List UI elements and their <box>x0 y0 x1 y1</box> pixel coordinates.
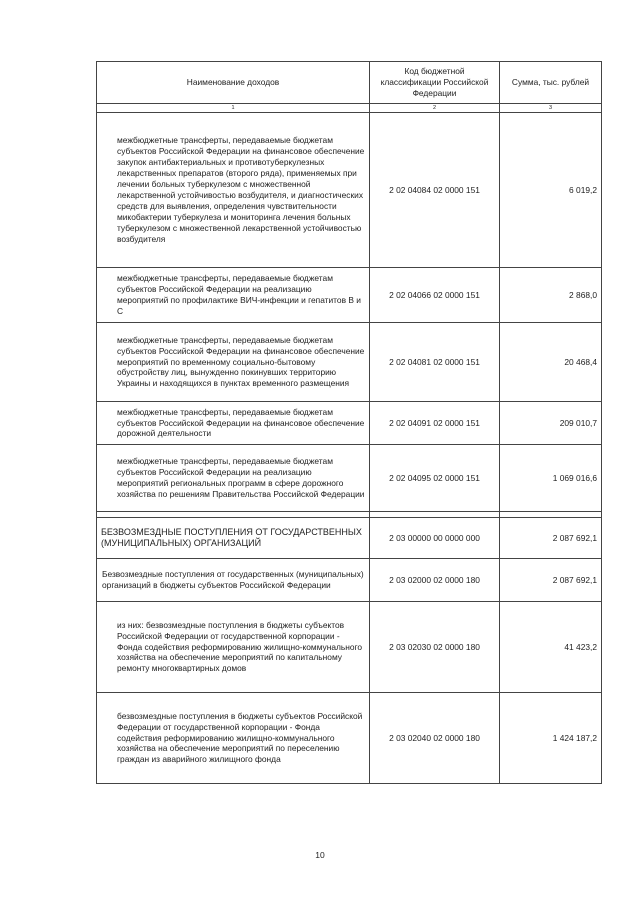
table-row <box>97 268 602 323</box>
table-row <box>97 402 602 445</box>
row-code: 2 03 00000 00 0000 000 <box>370 518 500 559</box>
row-name: межбюджетные трансферты, передаваемые бюджетам субъектов Российской Федерации на реализацию мероприятий по профилактике ВИЧ-инфекции и гепатитов В и С <box>97 268 370 323</box>
row-sum: 209 010,7 <box>500 402 602 445</box>
row-code: 2 02 04084 02 0000 151 <box>370 113 500 268</box>
row-code: 2 03 02040 02 0000 180 <box>370 693 500 784</box>
row-name: межбюджетные трансферты, передаваемые бюджетам субъектов Российской Федерации на реализацию мероприятий региональных программ в сфере дорожного хозяйства по решениям Правительства Российской Федерации <box>97 445 370 512</box>
row-name: Безвозмездные поступления от государственных (муниципальных) организаций в бюджеты субъектов Российской Федерации <box>97 559 370 602</box>
header-sum: Сумма, тыс. рублей <box>500 62 602 104</box>
row-sum: 1 424 187,2 <box>500 693 602 784</box>
row-code: 2 03 02000 02 0000 180 <box>370 559 500 602</box>
row-code: 2 02 04095 02 0000 151 <box>370 445 500 512</box>
header-name: Наименование доходов <box>97 62 370 104</box>
row-sum: 41 423,2 <box>500 602 602 693</box>
table-row <box>97 693 602 784</box>
row-name: межбюджетные трансферты, передаваемые бюджетам субъектов Российской Федерации на финансовое обеспечение дорожной деятельности <box>97 402 370 445</box>
row-sum: 2 087 692,1 <box>500 559 602 602</box>
col-number-3: 3 <box>500 104 602 113</box>
row-name: межбюджетные трансферты, передаваемые бюджетам субъектов Российской Федерации на финансовое обеспечение закупок антибактериальных и противотуберкулезных лекарственных препаратов (второго ряда), применяемых при лечении больных туберкулезом с множественной лекарственной устойчивостью возбудителя, и диагностических средств для выявления, определения чувствительности микобактерии туберкулеза и мониторинга лечения больных туберкулезом с множественной лекарственной устойчивостью возбудителя <box>97 113 370 268</box>
header-code: Код бюджетной классификации Российской Федерации <box>370 62 500 104</box>
column-numbers-row <box>97 104 602 113</box>
col-number-1: 1 <box>97 104 370 113</box>
row-code: 2 02 04081 02 0000 151 <box>370 323 500 402</box>
page-number: 10 <box>315 850 325 860</box>
revenue-table <box>96 61 602 784</box>
row-code: 2 03 02030 02 0000 180 <box>370 602 500 693</box>
col-number-2: 2 <box>370 104 500 113</box>
row-sum: 1 069 016,6 <box>500 445 602 512</box>
table-row <box>97 518 602 559</box>
table-row <box>97 323 602 402</box>
row-sum: 20 468,4 <box>500 323 602 402</box>
row-sum: 2 868,0 <box>500 268 602 323</box>
row-sum: 2 087 692,1 <box>500 518 602 559</box>
table-row <box>97 445 602 512</box>
row-sum: 6 019,2 <box>500 113 602 268</box>
row-name: из них: безвозмездные поступления в бюджеты субъектов Российской Федерации от государственной корпорации - Фонда содействия реформированию жилищно-коммунального хозяйства на обеспечение мероприятий по капитальному ремонту многоквартирных домов <box>97 602 370 693</box>
row-code: 2 02 04091 02 0000 151 <box>370 402 500 445</box>
row-name: БЕЗВОЗМЕЗДНЫЕ ПОСТУПЛЕНИЯ ОТ ГОСУДАРСТВЕННЫХ (МУНИЦИПАЛЬНЫХ) ОРГАНИЗАЦИЙ <box>97 518 370 559</box>
table-row <box>97 113 602 268</box>
table-row <box>97 602 602 693</box>
row-name: межбюджетные трансферты, передаваемые бюджетам субъектов Российской Федерации на финансовое обеспечение мероприятий по временному социально-бытовому обустройству лиц, вынужденно покинувших территорию Украины и находящихся в пунктах временного размещения <box>97 323 370 402</box>
table-row <box>97 559 602 602</box>
row-code: 2 02 04066 02 0000 151 <box>370 268 500 323</box>
table-header-row <box>97 62 602 104</box>
row-name: безвозмездные поступления в бюджеты субъектов Российской Федерации от государственной корпорации - Фонда содействия реформированию жилищно-коммунального хозяйства на обеспечение мероприятий по переселению граждан из аварийного жилищного фонда <box>97 693 370 784</box>
